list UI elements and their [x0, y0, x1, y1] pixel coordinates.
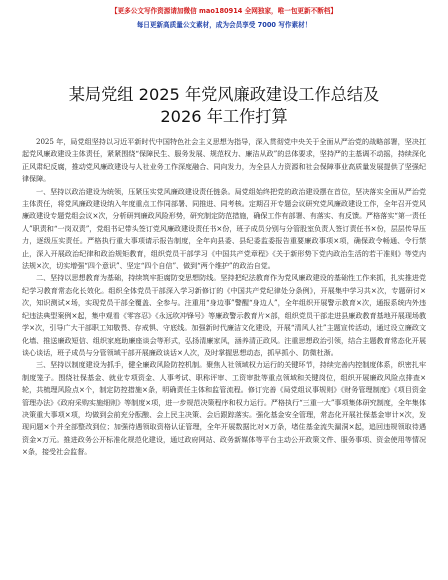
- promo-banner-line-1: 【更多公文写作资源请加微信 mao180914 全网独家，唯一包更新不断档】: [111, 7, 337, 15]
- paragraph-intro: 2025 年，局党组坚持以习近平新时代中国特色社会主义思想为指导，深入贯彻党中央关于全面从严治党的战略部署，坚决扛起党风廉政建设主体责任，紧紧围绕“保障民生、服务发展、规范权力、廉洁从政”的总体要求，坚持严的主基调不动摇，持续深化正风肃纪反腐，推动党风廉政建设与人社业务工作深度融合、同向发力，为全县人力资源和社会保障事业高质量发展提供了坚强纪律保障。: [22, 137, 426, 184]
- document-title-line-2: 2026 年工作打算: [160, 107, 288, 126]
- paragraph-section-2: 二、坚持以思想教育为基础，持续筑牢拒腐防变思想防线。坚持把纪法教育作为党风廉政建设的基础性工作来抓，扎实推进党纪学习教育常态化长效化。组织全体党员干部深入学习新修订的《中国共产党纪律处分条例》，开展集中学习共×次，专题研讨×次，知识测试×场，实现党员干部全覆盖、全参与。注重用“身边事”警醒“身边人”，全年组织开展警示教育×次，通报系统内外违纪违法典型案例×起，集中观看《零容忍》《永远吹冲锋号》等廉政警示教育片×部，组织党员干部走进县廉政教育基地开展现场教学×次，引导广大干部职工知敬畏、存戒惧、守底线。加强新时代廉洁文化建设，开展“清风人社”主题宣传活动，通过设立廉政文化墙、推送廉政短信、组织家庭助廉座谈会等形式，弘扬清廉家风，涵养清正政风。注重思想政治引领，结合主题教育常态化开展谈心谈话，班子成员与分管领域干部开展廉政谈话×人次，及时掌握思想动态，抓早抓小、防微杜渐。: [22, 273, 426, 357]
- document-body: [22, 136, 426, 572]
- promo-banner-line-2: 每日更新高质量公文素材，成为会员享受 7000 写作素材！: [136, 21, 312, 29]
- paragraph-section-3: 三、坚持以制度建设为抓手，健全廉政风险防控机制。聚焦人社领域权力运行的关键环节，持续完善内控制度体系，织密扎牢制度笼子。围绕社保基金、就业专项资金、人事考试、职称评审、工资审批等重点领域和关键岗位，组织开展廉政风险点排查×轮，共梳理风险点×个，制定防控措施×条，明确责任主体和监管流程。修订完善《局党组议事规则》《财务管理制度》《项目资金管理办法》《政府采购实施细则》等制度×项，进一步规范决策程序和权力运行。严格执行“三重一大”事项集体研究制度，全年集体决策重大事项×项，均做到会前充分酝酿、会上民主决策、会后跟踪落实。强化基金安全管理，常态化开展社保基金审计×次，发现问题×个并全部整改到位；加强待遇领取资格认证管理，全年开展数据比对×万条，堵住基金流失漏洞×起，追回违规领取待遇资金×万元。推进政务公开标准化规范化建设，通过政府网站、政务新媒体等平台主动公开政策文件、服务事项、资金使用等情况×条，接受社会监督。: [22, 360, 426, 457]
- promo-banner: [0, 4, 448, 46]
- document-title-line-1: 某局党组 2025 年党风廉政建设工作总结及: [68, 85, 380, 104]
- document-title: [0, 84, 448, 128]
- paragraph-section-1: 一、坚持以政治建设为统领，压紧压实党风廉政建设责任链条。局党组始终把党的政治建设摆在首位，坚决落实全面从严治党主体责任，将党风廉政建设纳入年度重点工作同部署、同推进、同考核。定期召开专题会议研究党风廉政建设工作，全年召开党风廉政建设专题党组会议×次，分析研判廉政风险形势，研究制定防范措施，确保工作有部署、有落实、有反馈。严格落实“第一责任人”职责和“一岗双责”，党组书记带头签订党风廉政建设责任书×份，班子成员分别与分管股室负责人签订责任书×份，层层传导压力，逐级压实责任。严格执行重大事项请示报告制度，全年向县委、县纪委监委报告重要廉政事项×项，确保政令畅通、令行禁止，深入开展政治纪律和政治规矩教育，组织党员干部学习《中国共产党章程》《关于新形势下党内政治生活的若干准则》等党内法规×次，切实增强“四个意识”、坚定“四个自信”、做到“两个维护”的政治自觉。: [22, 186, 426, 271]
